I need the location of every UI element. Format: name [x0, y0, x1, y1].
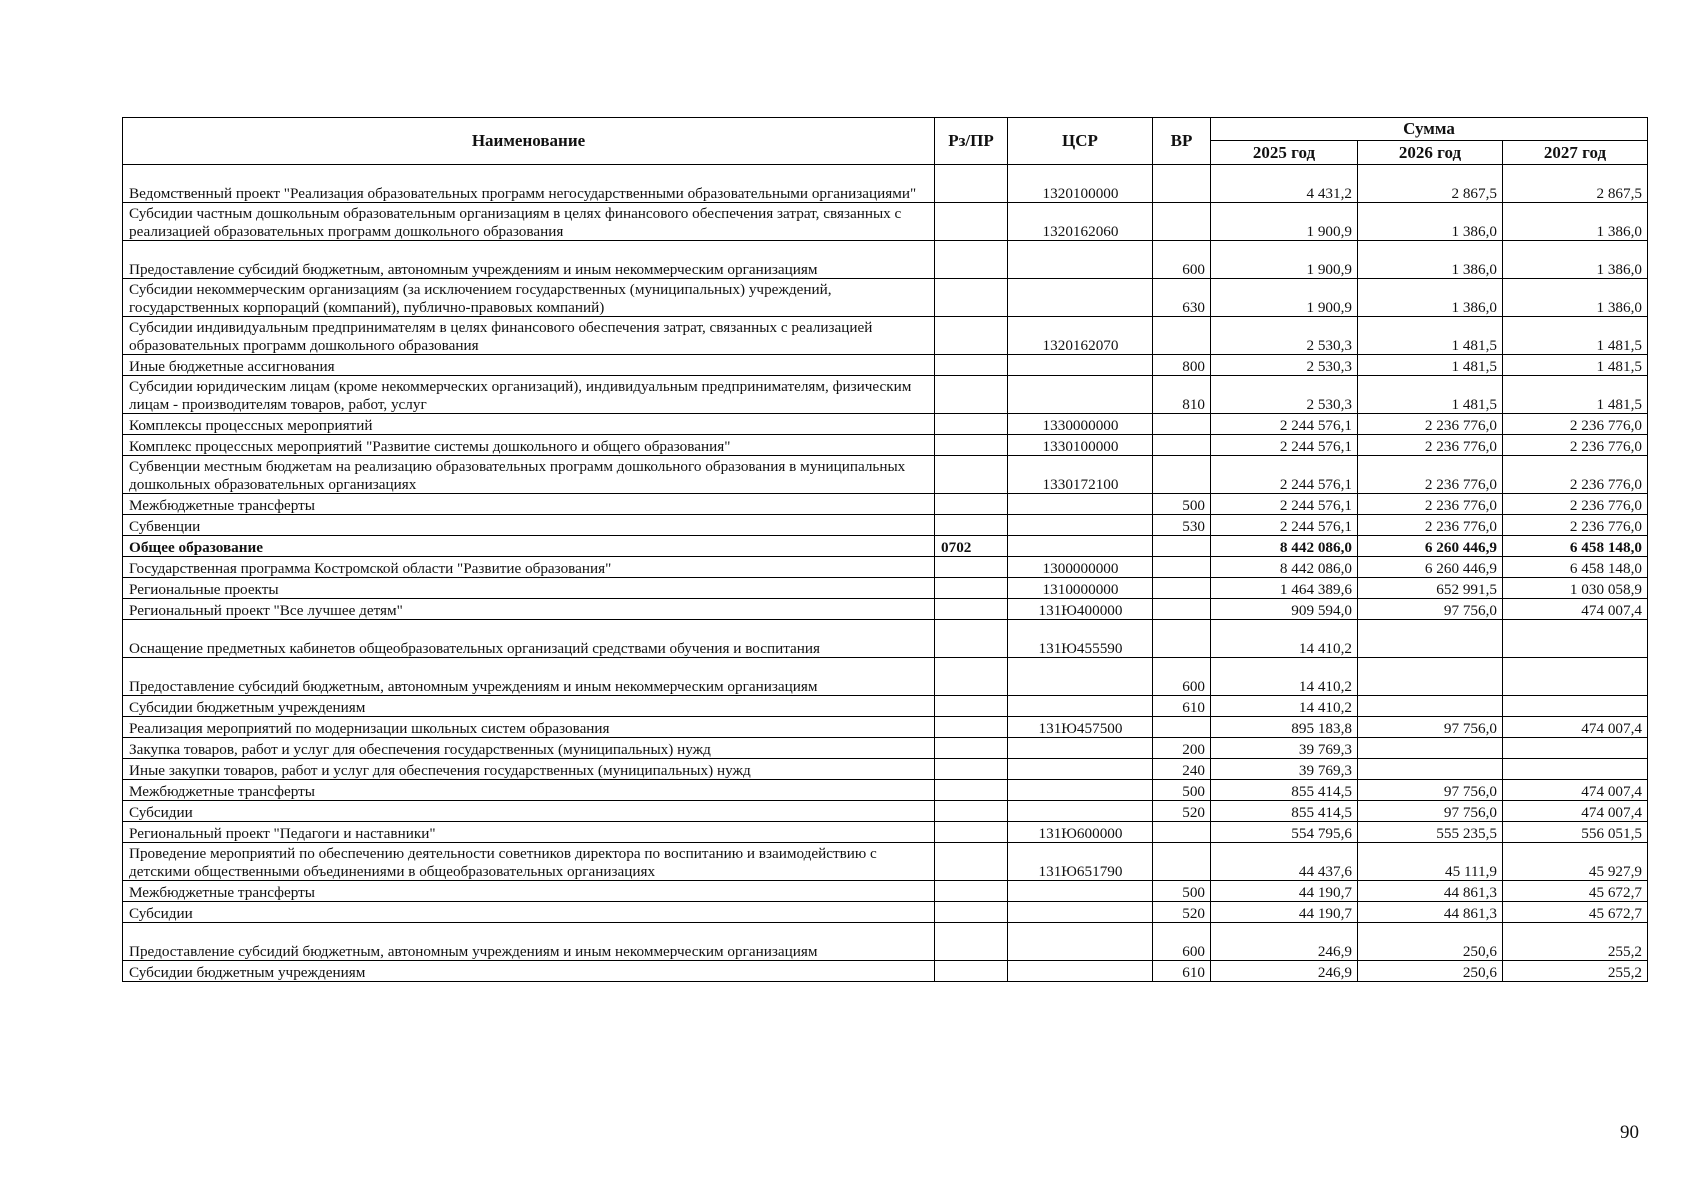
cell-2026: 45 111,9: [1358, 843, 1503, 881]
cell-vr: 610: [1153, 696, 1211, 717]
cell-2025: 2 530,3: [1211, 355, 1358, 376]
cell-vr: 520: [1153, 902, 1211, 923]
table-row: [123, 456, 1648, 494]
cell-csr: [1008, 494, 1153, 515]
table-row: [123, 738, 1648, 759]
cell-vr: 500: [1153, 494, 1211, 515]
cell-name: Межбюджетные трансферты: [123, 881, 935, 902]
cell-2027: 1 386,0: [1503, 241, 1648, 279]
cell-2026: 1 481,5: [1358, 376, 1503, 414]
cell-csr: [1008, 536, 1153, 557]
cell-vr: [1153, 165, 1211, 203]
cell-2025: 855 414,5: [1211, 780, 1358, 801]
cell-rz-pr: [935, 494, 1008, 515]
cell-csr: 1310000000: [1008, 578, 1153, 599]
cell-2026: 1 386,0: [1358, 279, 1503, 317]
cell-vr: [1153, 599, 1211, 620]
cell-name: Реализация мероприятий по модернизации школьных систем образования: [123, 717, 935, 738]
cell-2026: 2 867,5: [1358, 165, 1503, 203]
cell-rz-pr: [935, 923, 1008, 961]
cell-2027: 1 481,5: [1503, 376, 1648, 414]
cell-2027: 474 007,4: [1503, 717, 1648, 738]
cell-vr: 530: [1153, 515, 1211, 536]
cell-csr: [1008, 759, 1153, 780]
cell-rz-pr: [935, 717, 1008, 738]
cell-rz-pr: [935, 881, 1008, 902]
cell-name: Субсидии бюджетным учреждениям: [123, 696, 935, 717]
cell-2026: 1 386,0: [1358, 203, 1503, 241]
cell-vr: [1153, 435, 1211, 456]
cell-csr: 1330000000: [1008, 414, 1153, 435]
cell-2027: 474 007,4: [1503, 801, 1648, 822]
cell-2026: 555 235,5: [1358, 822, 1503, 843]
cell-2025: 2 244 576,1: [1211, 494, 1358, 515]
table-row: [123, 241, 1648, 279]
cell-vr: 520: [1153, 801, 1211, 822]
cell-name: Субсидии: [123, 902, 935, 923]
cell-2025: 2 244 576,1: [1211, 515, 1358, 536]
cell-2025: 8 442 086,0: [1211, 536, 1358, 557]
cell-2026: 97 756,0: [1358, 717, 1503, 738]
cell-csr: [1008, 279, 1153, 317]
cell-2026: 2 236 776,0: [1358, 494, 1503, 515]
cell-name: Субсидии бюджетным учреждениям: [123, 961, 935, 982]
cell-name: Субсидии некоммерческим организациям (за исключением государственных (муниципальных) учреждений, государственных корпораций (компаний), публично-правовых компаний): [123, 279, 935, 317]
table-row: [123, 317, 1648, 355]
cell-2025: 1 464 389,6: [1211, 578, 1358, 599]
cell-2026: [1358, 696, 1503, 717]
header-year-2026: 2026 год: [1358, 141, 1503, 165]
cell-csr: 1320162060: [1008, 203, 1153, 241]
table-row: [123, 696, 1648, 717]
cell-rz-pr: [935, 279, 1008, 317]
cell-2026: 2 236 776,0: [1358, 515, 1503, 536]
cell-rz-pr: [935, 414, 1008, 435]
table-row: [123, 620, 1648, 658]
cell-2025: 246,9: [1211, 923, 1358, 961]
cell-vr: 600: [1153, 658, 1211, 696]
budget-table: [122, 117, 1648, 982]
header-vr: ВР: [1153, 118, 1211, 165]
cell-2027: [1503, 620, 1648, 658]
cell-csr: 1320100000: [1008, 165, 1153, 203]
cell-csr: [1008, 801, 1153, 822]
cell-2026: [1358, 738, 1503, 759]
cell-vr: [1153, 203, 1211, 241]
cell-2025: 8 442 086,0: [1211, 557, 1358, 578]
cell-vr: [1153, 620, 1211, 658]
cell-csr: [1008, 696, 1153, 717]
cell-2026: 97 756,0: [1358, 599, 1503, 620]
cell-csr: [1008, 376, 1153, 414]
cell-2027: 45 672,7: [1503, 881, 1648, 902]
cell-2027: 6 458 148,0: [1503, 536, 1648, 557]
table-row: [123, 435, 1648, 456]
cell-vr: [1153, 843, 1211, 881]
cell-2025: 2 244 576,1: [1211, 456, 1358, 494]
cell-2027: 2 236 776,0: [1503, 435, 1648, 456]
cell-vr: 500: [1153, 780, 1211, 801]
table-row: [123, 578, 1648, 599]
header-year-2027: 2027 год: [1503, 141, 1648, 165]
cell-name: Комплекс процессных мероприятий "Развитие системы дошкольного и общего образования": [123, 435, 935, 456]
page-number: 90: [1620, 1122, 1639, 1143]
cell-2026: 2 236 776,0: [1358, 414, 1503, 435]
cell-rz-pr: [935, 843, 1008, 881]
cell-name: Субсидии: [123, 801, 935, 822]
cell-2027: 1 481,5: [1503, 317, 1648, 355]
table-row: [123, 717, 1648, 738]
cell-csr: [1008, 881, 1153, 902]
table-row: [123, 843, 1648, 881]
cell-2027: 474 007,4: [1503, 780, 1648, 801]
cell-rz-pr: [935, 456, 1008, 494]
cell-name: Предоставление субсидий бюджетным, автономным учреждениям и иным некоммерческим организациям: [123, 658, 935, 696]
cell-csr: [1008, 780, 1153, 801]
cell-vr: 600: [1153, 241, 1211, 279]
cell-name: Региональный проект "Педагоги и наставники": [123, 822, 935, 843]
cell-csr: [1008, 738, 1153, 759]
cell-vr: 200: [1153, 738, 1211, 759]
cell-2027: 1 386,0: [1503, 203, 1648, 241]
cell-2025: 39 769,3: [1211, 738, 1358, 759]
cell-name: Субвенции местным бюджетам на реализацию образовательных программ дошкольного образования в муниципальных дошкольных образовательных организациях: [123, 456, 935, 494]
cell-vr: [1153, 717, 1211, 738]
table-row: [123, 279, 1648, 317]
cell-2027: 2 236 776,0: [1503, 494, 1648, 515]
table-row: [123, 780, 1648, 801]
table-row: [123, 902, 1648, 923]
cell-rz-pr: [935, 801, 1008, 822]
cell-2027: [1503, 658, 1648, 696]
header-csr: ЦСР: [1008, 118, 1153, 165]
cell-vr: 240: [1153, 759, 1211, 780]
cell-name: Субсидии индивидуальным предпринимателям в целях финансового обеспечения затрат, связанных с реализацией образовательных программ дошкольного образования: [123, 317, 935, 355]
table-row: [123, 923, 1648, 961]
cell-2025: 895 183,8: [1211, 717, 1358, 738]
cell-name: Ведомственный проект "Реализация образовательных программ негосударственными образовательными организациями": [123, 165, 935, 203]
cell-name: Государственная программа Костромской области "Развитие образования": [123, 557, 935, 578]
cell-2025: 246,9: [1211, 961, 1358, 982]
cell-2027: 255,2: [1503, 923, 1648, 961]
cell-2027: 2 236 776,0: [1503, 456, 1648, 494]
cell-rz-pr: [935, 515, 1008, 536]
cell-2027: 474 007,4: [1503, 599, 1648, 620]
table-row: [123, 414, 1648, 435]
cell-name: Иные закупки товаров, работ и услуг для обеспечения государственных (муниципальных) нужд: [123, 759, 935, 780]
cell-name: Субсидии частным дошкольным образовательным организациям в целях финансового обеспечения затрат, связанных с реализацией образовательных программ дошкольного образования: [123, 203, 935, 241]
cell-2027: 1 030 058,9: [1503, 578, 1648, 599]
cell-name: Оснащение предметных кабинетов общеобразовательных организаций средствами обучения и воспитания: [123, 620, 935, 658]
table-row: [123, 881, 1648, 902]
cell-2027: 1 481,5: [1503, 355, 1648, 376]
cell-csr: [1008, 355, 1153, 376]
cell-2026: 1 481,5: [1358, 355, 1503, 376]
table-row: [123, 961, 1648, 982]
cell-rz-pr: [935, 165, 1008, 203]
table-row: [123, 165, 1648, 203]
cell-csr: [1008, 515, 1153, 536]
cell-2027: 6 458 148,0: [1503, 557, 1648, 578]
cell-csr: 131Ю651790: [1008, 843, 1153, 881]
cell-rz-pr: [935, 241, 1008, 279]
cell-vr: [1153, 822, 1211, 843]
header-name: Наименование: [123, 118, 935, 165]
cell-name: Региональные проекты: [123, 578, 935, 599]
cell-2026: 2 236 776,0: [1358, 435, 1503, 456]
cell-2025: 4 431,2: [1211, 165, 1358, 203]
cell-2025: 1 900,9: [1211, 279, 1358, 317]
cell-2025: 2 244 576,1: [1211, 435, 1358, 456]
cell-2025: 2 530,3: [1211, 317, 1358, 355]
table-row: [123, 599, 1648, 620]
cell-2027: 2 236 776,0: [1503, 414, 1648, 435]
cell-name: Закупка товаров, работ и услуг для обеспечения государственных (муниципальных) нужд: [123, 738, 935, 759]
table-row: [123, 355, 1648, 376]
cell-csr: [1008, 902, 1153, 923]
cell-2026: 652 991,5: [1358, 578, 1503, 599]
cell-name: Проведение мероприятий по обеспечению деятельности советников директора по воспитанию и взаимодействию с детскими общественными объединениями в общеобразовательных организациях: [123, 843, 935, 881]
table-row: [123, 376, 1648, 414]
cell-rz-pr: [935, 557, 1008, 578]
table-row: [123, 801, 1648, 822]
cell-2026: [1358, 658, 1503, 696]
header-year-2025: 2025 год: [1211, 141, 1358, 165]
cell-2025: 14 410,2: [1211, 696, 1358, 717]
cell-2027: 255,2: [1503, 961, 1648, 982]
table-header: [123, 118, 1648, 165]
cell-name: Общее образование: [123, 536, 935, 557]
cell-name: Предоставление субсидий бюджетным, автономным учреждениям и иным некоммерческим организациям: [123, 241, 935, 279]
cell-2025: 909 594,0: [1211, 599, 1358, 620]
cell-vr: 800: [1153, 355, 1211, 376]
cell-vr: 630: [1153, 279, 1211, 317]
cell-2027: [1503, 738, 1648, 759]
cell-2027: 1 386,0: [1503, 279, 1648, 317]
cell-vr: [1153, 456, 1211, 494]
cell-2026: 6 260 446,9: [1358, 536, 1503, 557]
cell-2027: [1503, 696, 1648, 717]
cell-vr: [1153, 536, 1211, 557]
cell-csr: 1330100000: [1008, 435, 1153, 456]
cell-vr: [1153, 557, 1211, 578]
table-row: [123, 515, 1648, 536]
cell-rz-pr: [935, 317, 1008, 355]
cell-rz-pr: [935, 759, 1008, 780]
cell-2026: 44 861,3: [1358, 881, 1503, 902]
table-row: [123, 658, 1648, 696]
cell-rz-pr: [935, 203, 1008, 241]
cell-rz-pr: [935, 658, 1008, 696]
cell-2025: 44 190,7: [1211, 881, 1358, 902]
cell-vr: [1153, 414, 1211, 435]
cell-2025: 14 410,2: [1211, 620, 1358, 658]
cell-vr: 810: [1153, 376, 1211, 414]
cell-rz-pr: [935, 738, 1008, 759]
cell-name: Субвенции: [123, 515, 935, 536]
cell-csr: [1008, 923, 1153, 961]
table-row: [123, 822, 1648, 843]
cell-rz-pr: [935, 696, 1008, 717]
cell-2026: 44 861,3: [1358, 902, 1503, 923]
cell-rz-pr: [935, 435, 1008, 456]
cell-2026: 97 756,0: [1358, 801, 1503, 822]
cell-csr: 131Ю600000: [1008, 822, 1153, 843]
cell-csr: [1008, 241, 1153, 279]
cell-2025: 554 795,6: [1211, 822, 1358, 843]
cell-2026: [1358, 759, 1503, 780]
cell-name: Предоставление субсидий бюджетным, автономным учреждениям и иным некоммерческим организациям: [123, 923, 935, 961]
cell-csr: 1300000000: [1008, 557, 1153, 578]
cell-2025: 44 190,7: [1211, 902, 1358, 923]
cell-2026: 97 756,0: [1358, 780, 1503, 801]
table-row: [123, 536, 1648, 557]
cell-2026: [1358, 620, 1503, 658]
cell-rz-pr: [935, 620, 1008, 658]
cell-vr: [1153, 317, 1211, 355]
cell-name: Межбюджетные трансферты: [123, 494, 935, 515]
cell-2026: 250,6: [1358, 923, 1503, 961]
cell-name: Региональный проект "Все лучшее детям": [123, 599, 935, 620]
cell-rz-pr: [935, 961, 1008, 982]
cell-rz-pr: [935, 902, 1008, 923]
cell-name: Субсидии юридическим лицам (кроме некоммерческих организаций), индивидуальным предпринимателям, физическим лицам - производителям товаров, работ, услуг: [123, 376, 935, 414]
cell-2025: 1 900,9: [1211, 203, 1358, 241]
cell-csr: [1008, 658, 1153, 696]
cell-csr: 131Ю455590: [1008, 620, 1153, 658]
cell-2025: 2 244 576,1: [1211, 414, 1358, 435]
header-sum: Сумма: [1211, 118, 1648, 141]
cell-2026: 1 481,5: [1358, 317, 1503, 355]
cell-rz-pr: [935, 376, 1008, 414]
cell-vr: 610: [1153, 961, 1211, 982]
cell-name: Иные бюджетные ассигнования: [123, 355, 935, 376]
cell-2025: 39 769,3: [1211, 759, 1358, 780]
cell-2027: 556 051,5: [1503, 822, 1648, 843]
cell-csr: 131Ю400000: [1008, 599, 1153, 620]
cell-2026: 1 386,0: [1358, 241, 1503, 279]
cell-vr: 600: [1153, 923, 1211, 961]
cell-2026: 6 260 446,9: [1358, 557, 1503, 578]
cell-csr: 131Ю457500: [1008, 717, 1153, 738]
cell-2025: 1 900,9: [1211, 241, 1358, 279]
cell-2027: 2 236 776,0: [1503, 515, 1648, 536]
cell-rz-pr: [935, 578, 1008, 599]
cell-2025: 14 410,2: [1211, 658, 1358, 696]
cell-rz-pr: [935, 355, 1008, 376]
cell-name: Межбюджетные трансферты: [123, 780, 935, 801]
cell-csr: 1330172100: [1008, 456, 1153, 494]
cell-csr: 1320162070: [1008, 317, 1153, 355]
table-body: [123, 165, 1648, 982]
table-row: [123, 494, 1648, 515]
cell-csr: [1008, 961, 1153, 982]
cell-rz-pr: [935, 822, 1008, 843]
cell-vr: 500: [1153, 881, 1211, 902]
cell-2025: 2 530,3: [1211, 376, 1358, 414]
cell-2027: 2 867,5: [1503, 165, 1648, 203]
cell-2027: 45 927,9: [1503, 843, 1648, 881]
table-row: [123, 557, 1648, 578]
cell-vr: [1153, 578, 1211, 599]
cell-rz-pr: 0702: [935, 536, 1008, 557]
cell-2025: 44 437,6: [1211, 843, 1358, 881]
cell-2025: 855 414,5: [1211, 801, 1358, 822]
cell-rz-pr: [935, 599, 1008, 620]
cell-2026: 2 236 776,0: [1358, 456, 1503, 494]
table-row: [123, 203, 1648, 241]
table-row: [123, 759, 1648, 780]
cell-name: Комплексы процессных мероприятий: [123, 414, 935, 435]
header-rz-pr: Рз/ПР: [935, 118, 1008, 165]
cell-2027: 45 672,7: [1503, 902, 1648, 923]
cell-2027: [1503, 759, 1648, 780]
cell-2026: 250,6: [1358, 961, 1503, 982]
cell-rz-pr: [935, 780, 1008, 801]
